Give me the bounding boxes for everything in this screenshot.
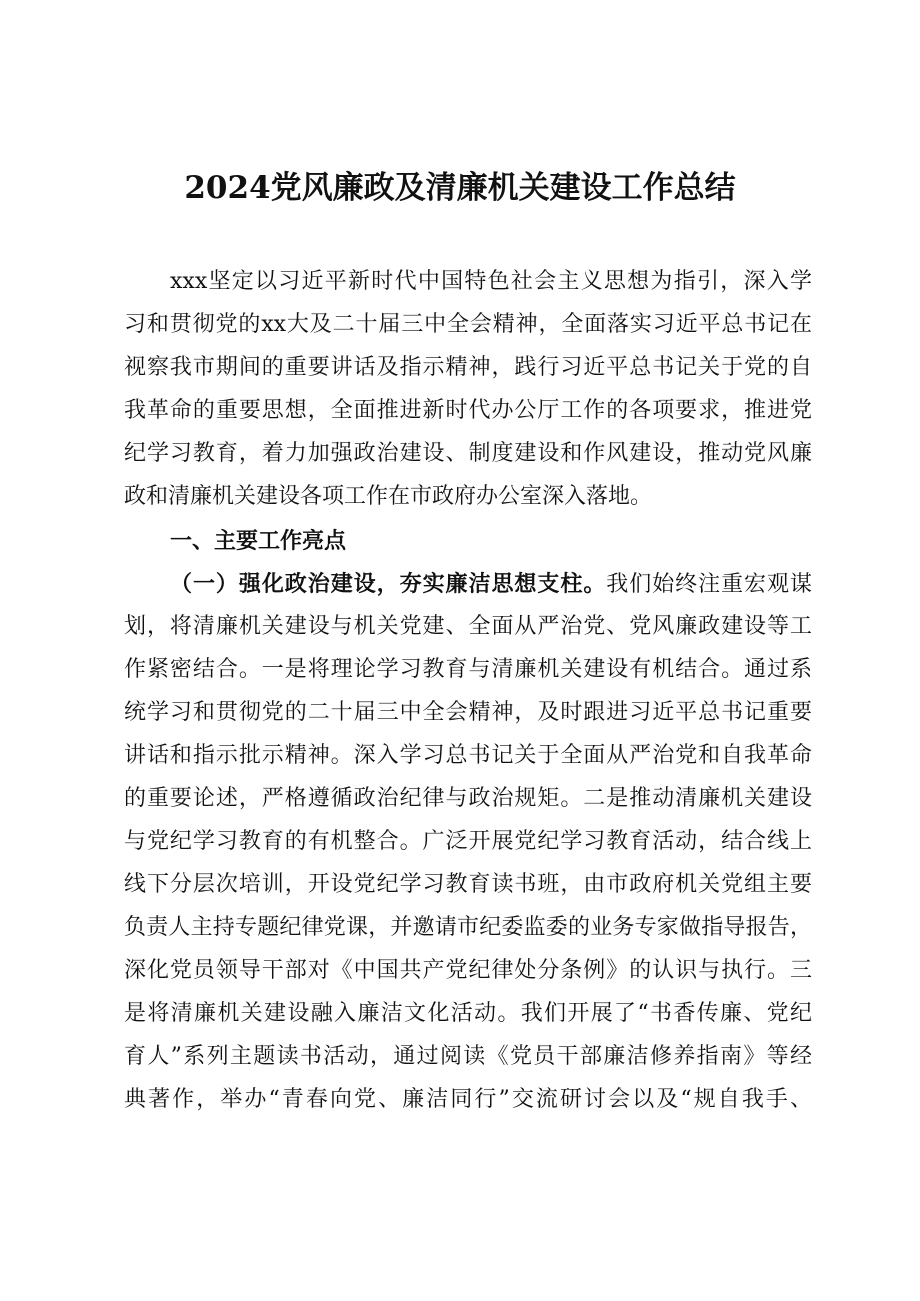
body-line-11: 育人”系列主题读书活动，通过阅读《党员干部廉洁修养指南》等经 xyxy=(124,1044,812,1069)
subsection-lead-text: 我们始终注重宏观谋 xyxy=(606,572,812,597)
intro-line-1: xxx坚定以习近平新时代中国特色社会主义思想为指引，深入学 xyxy=(170,269,812,294)
body-line-12: 典著作，举办“青春向党、廉洁同行”交流研讨会以及“规自我手、 xyxy=(124,1087,812,1112)
intro-line-2: 习和贯彻党的xx大及二十届三中全会精神，全面落实习近平总书记在 xyxy=(124,312,812,337)
body-line-3: 统学习和贯彻党的二十届三中全会精神，及时跟进习近平总书记重要 xyxy=(124,700,812,725)
intro-line-6: 政和清廉机关建设各项工作在市政府办公室深入落地。 xyxy=(124,484,653,509)
body-line-2: 作紧密结合。一是将理论学习教育与清廉机关建设有机结合。通过系 xyxy=(124,657,812,682)
body-line-9: 深化党员领导干部对《中国共产党纪律处分条例》的认识与执行。三 xyxy=(124,958,812,983)
body-line-10: 是将清廉机关建设融入廉洁文化活动。我们开展了“书香传廉、党纪 xyxy=(124,1001,812,1026)
intro-line-3: 视察我市期间的重要讲话及指示精神，践行习近平总书记关于党的自 xyxy=(124,355,812,380)
body-line-1: 划，将清廉机关建设与机关党建、全面从严治党、党风廉政建设等工 xyxy=(124,614,812,639)
body-line-4: 讲话和指示批示精神。深入学习总书记关于全面从严治党和自我革命 xyxy=(124,743,812,768)
body-line-8: 负责人主持专题纪律党课，并邀请市纪委监委的业务专家做指导报告， xyxy=(124,915,812,940)
body-line-5: 的重要论述，严格遵循政治纪律与政治规矩。二是推动清廉机关建设 xyxy=(124,786,812,811)
subsection-heading: （一）强化政治建设，夯实廉洁思想支柱。 xyxy=(170,571,607,597)
document-title: 2024党风廉政及清廉机关建设工作总结 xyxy=(184,170,736,206)
section-heading: 一、主要工作亮点 xyxy=(170,528,347,554)
body-line-6: 与党纪学习教育的有机整合。广泛开展党纪学习教育活动，结合线上 xyxy=(124,829,812,854)
body-line-7: 线下分层次培训，开设党纪学习教育读书班，由市政府机关党组主要 xyxy=(124,872,812,897)
intro-line-5: 纪学习教育，着力加强政治建设、制度建设和作风建设，推动党风廉 xyxy=(124,441,812,466)
subsection-lead-line xyxy=(170,569,812,599)
intro-line-4: 我革命的重要思想，全面推进新时代办公厅工作的各项要求，推进党 xyxy=(124,398,812,423)
